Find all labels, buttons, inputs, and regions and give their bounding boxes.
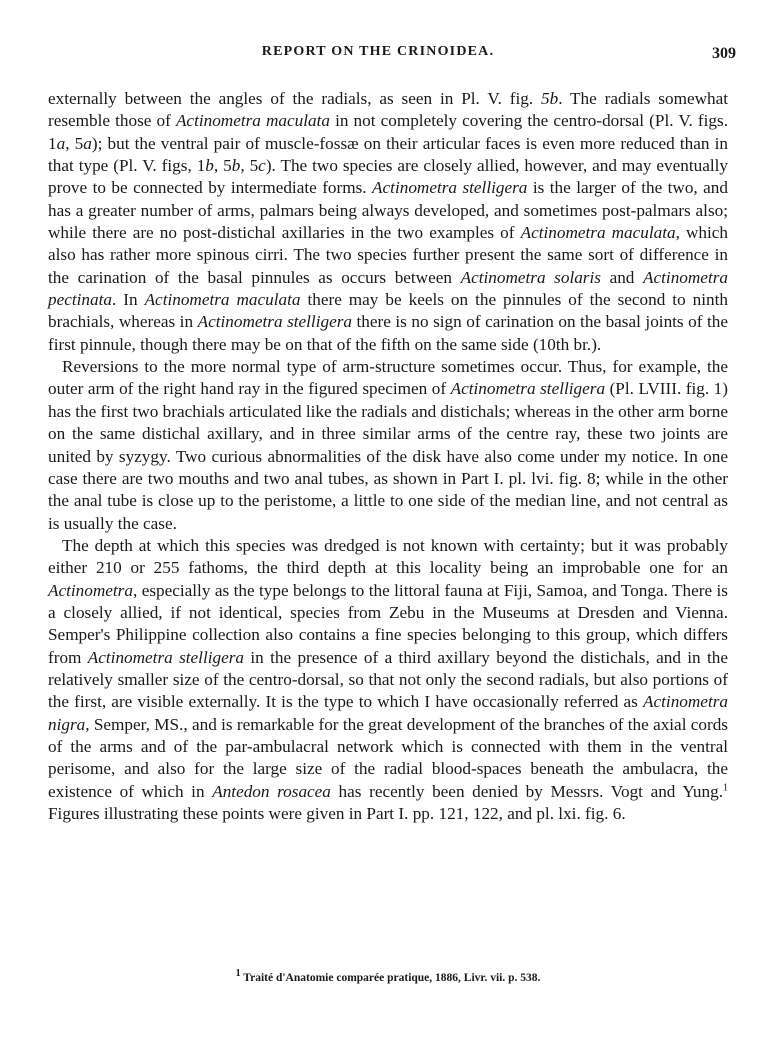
italic-text: c xyxy=(258,156,266,176)
paragraph xyxy=(48,535,728,825)
italic-text: Actinometra maculata xyxy=(520,223,676,243)
italic-text: Actinometra stelligera xyxy=(87,647,245,667)
italic-text: Actinometra stelligera xyxy=(372,178,528,198)
body-text xyxy=(48,88,728,825)
italic-text: Actinometra pectinata xyxy=(48,267,728,310)
footnote-text: Traité d'Anatomie comparée pratique, 1886, Livr. vii. p. 538. xyxy=(240,972,541,984)
italic-text: b xyxy=(205,156,214,176)
footnote xyxy=(48,968,728,984)
footnote-marker: 1 xyxy=(235,968,241,980)
text-run: , 5 xyxy=(240,156,259,176)
text-run: externally between the angles of the radials, as seen in Pl. V. fig. xyxy=(48,89,541,108)
italic-text: a xyxy=(56,133,66,153)
text-run: The depth at which this species was dredged is not known with certainty; but it was probably either 210 or 255 fathoms, the third depth at this locality being an improbable one for an xyxy=(48,535,728,578)
text-run: Reversions to the more normal type of arm-structure sometimes occur. Thus, for example, the outer arm of the right hand ray in the figured specimen of xyxy=(48,357,728,399)
page-number: 309 xyxy=(712,45,736,62)
text-run: is the larger of the two, and has a greater number of arms, palmars being always developed, and sometimes post-palmars also; while there are no post-distichal axillaries in the two examples of xyxy=(48,178,728,243)
text-run: and xyxy=(600,267,644,287)
italic-text: Actinometra nigra xyxy=(48,692,728,734)
italic-text: Actinometra stelligera xyxy=(450,379,606,399)
text-run: , 5 xyxy=(213,156,232,176)
text-run: , which also has rather more spinous cirri. The two species further present the same sort of difference in the carination of the basal pinnules as occurs between xyxy=(48,223,728,287)
text-run: there may be keels on the pinnules of the second to ninth brachials, whereas in xyxy=(48,290,728,332)
paragraph xyxy=(48,88,728,356)
text-run: , especially as the type belongs to the littoral fauna at Fiji, Samoa, and Tonga. There is a closely allied, if not identical, species from Zebu in the Museums at Dresden and Vienna. Semper's Philippine collection also contains a fine species belonging to this group, which differs from xyxy=(48,580,728,667)
text-run: there is no sign of carination on the basal joints of the first pinnule, though there may be on that of the fifth on the same side (10th br.). xyxy=(48,312,728,354)
text-run: in the presence of a third axillary beyond the distichals, and in the relatively smaller size of the centro-dorsal, so that not only the second radials, but also portions of the first, are visible externally. It is the type to which I have occasionally referred as xyxy=(48,647,728,712)
italic-text: Actinometra stelligera xyxy=(197,312,352,332)
italic-text: Actinometra maculata xyxy=(175,111,330,131)
footnote-reference: 1 xyxy=(723,781,728,793)
running-title: REPORT ON THE CRINOIDEA. xyxy=(261,44,495,59)
italic-text: Antedon rosacea xyxy=(212,781,331,801)
text-run: (Pl. LVIII. fig. 1) has the first two brachials articulated like the radials and distichals; whereas in the other arm borne on the same distichal axillary, and in three similar arms of the centre ray, these two joints are united by syzygy. Two curious abnormalities of the disk have also come under my notice. In one case there are two mouths and two anal tubes, as shown in Part I. pl. lvi. fig. 8; while in the other the anal tube is close up to the peristome, a little to one side of the median line, and not central as is usually the case. xyxy=(48,379,728,533)
text-run: . In xyxy=(111,290,145,310)
text-run: in not completely covering the centro-dorsal (Pl. V. figs. 1 xyxy=(48,111,728,153)
text-run: , 5 xyxy=(65,133,84,153)
italic-text: Actinometra maculata xyxy=(144,290,301,310)
text-run: ); but the ventral pair of muscle-fossæ on their articular faces is even more reduced than in that type (Pl. V. figs, 1 xyxy=(48,133,729,176)
text-run: Figures illustrating these points were given in Part I. pp. 121, 122, and pl. lxi. fig. 6. xyxy=(48,804,626,823)
italic-text: b xyxy=(231,156,241,176)
text-run: . The radials somewhat resemble those of xyxy=(48,89,728,131)
italic-text: a xyxy=(83,133,92,153)
text-run: , Semper, MS., and is remarkable for the great development of the branches of the axial cords of the arms and of the par-ambulacral network which is connected with them in the ventral perisome, and also for the large size of the radial blood-spaces beneath the ambulacra, the existence of which in xyxy=(48,714,728,801)
italic-text: Actinometra xyxy=(48,580,133,600)
text-run: ). The two species are closely allied, however, and may eventually prove to be connected by intermediate forms. xyxy=(48,156,729,198)
italic-text: Actinometra solaris xyxy=(460,267,601,287)
text-run: has recently been denied by Messrs. Vogt and Yung. xyxy=(330,781,723,801)
italic-text: 5b xyxy=(541,89,559,108)
paragraph xyxy=(48,356,728,535)
